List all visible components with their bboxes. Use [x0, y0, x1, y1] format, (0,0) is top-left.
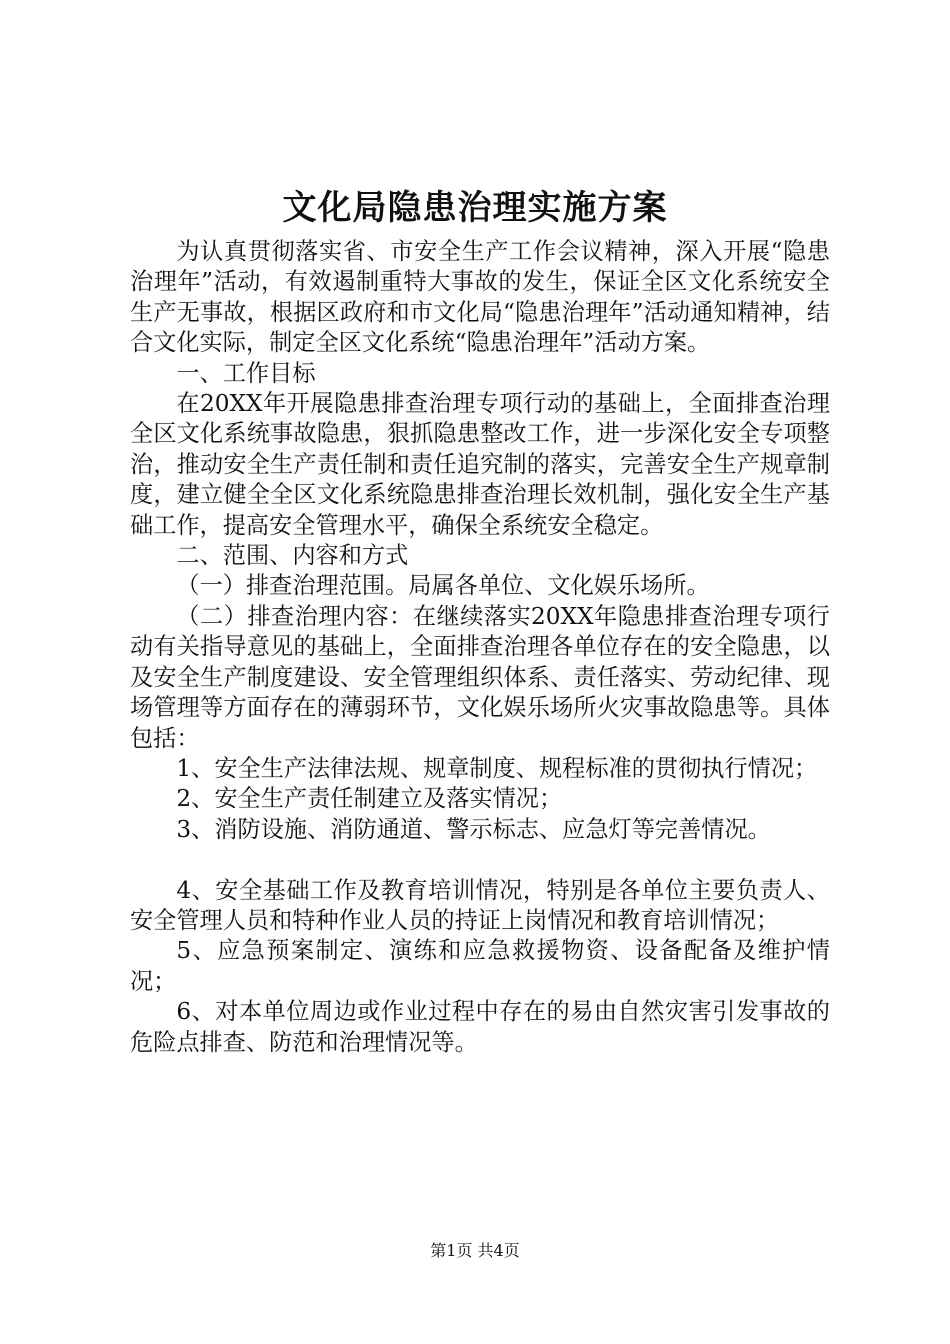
document-title: 文化局隐患治理实施方案 [282, 188, 668, 228]
heading-scope: 二、范围、内容和方式 [176, 542, 409, 570]
paragraph-content: （二）排查治理内容：在继续落实20XX年隐患排查治理专项行动有关指导意见的基础上，全面排查治理各单位存在的安全隐患，以及安全生产制度建设、安全管理组织体系、责任落实、劳动纪律、现场管理等方面存在的薄弱环节，文化娱乐场所火灾事故隐患等。具体包括： [130, 602, 830, 752]
list-item-6: 6、对本单位周边或作业过程中存在的易由自然灾害引发事故的危险点排查、防范和治理情况等。 [130, 998, 830, 1056]
heading-work-goal: 一、工作目标 [176, 359, 316, 387]
list-item-3: 3、消防设施、消防通道、警示标志、应急灯等完善情况。 [176, 815, 771, 843]
paragraph-scope: （一）排查治理范围。局属各单位、文化娱乐场所。 [176, 572, 710, 600]
paragraph-intro: 为认真贯彻落实省、市安全生产工作会议精神，深入开展“隐患治理年”活动，有效遏制重特大事故的发生，保证全区文化系统安全生产无事故，根据区政府和市文化局“隐患治理年”活动通知精神，结合文化实际，制定全区文化系统“隐患治理年”活动方案。 [130, 238, 830, 357]
document-body [130, 237, 830, 1058]
list-item-4: 4、安全基础工作及教育培训情况，特别是各单位主要负责人、安全管理人员和特种作业人员的持证上岗情况和教育培训情况； [130, 876, 830, 934]
list-item-2: 2、安全生产责任制建立及落实情况； [176, 785, 563, 813]
blank-line [130, 845, 830, 875]
page-footer: 第1页 共4页 [430, 1241, 520, 1260]
list-item-1: 1、安全生产法律法规、规章制度、规程标准的贯彻执行情况； [176, 754, 818, 782]
list-item-5: 5、应急预案制定、演练和应急救援物资、设备配备及维护情况； [130, 937, 830, 995]
paragraph-work-goal: 在20XX年开展隐患排查治理专项行动的基础上，全面排查治理全区文化系统事故隐患，狠抓隐患整改工作，进一步深化安全专项整治，推动安全生产责任制和责任追究制的落实，完善安全生产规章制度，建立健全全区文化系统隐患排查治理长效机制，强化安全生产基础工作，提高安全管理水平，确保全系统安全稳定。 [130, 390, 830, 539]
